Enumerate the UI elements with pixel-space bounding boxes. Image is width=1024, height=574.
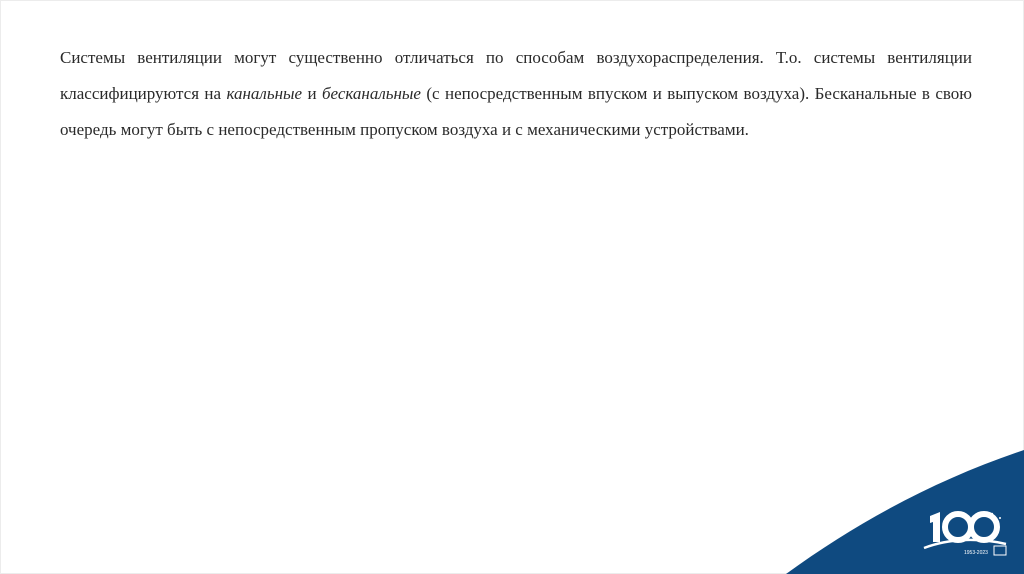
- term-ductless: бесканальные: [321, 84, 421, 103]
- paragraph-text-2: и: [302, 84, 322, 103]
- paragraph-text-3: (с непосредственным впуском и выпуском воздуха). Бесканальные в свою очередь могут быть с непосредственным пропуском воздуха и с механическими устройствами.: [60, 84, 972, 139]
- jubilee-100-logo: [920, 508, 1012, 556]
- paragraph-text-1: Системы вентиляции могут существенно отличаться по способам воздухораспределения. Т.о. системы вентиляции классифицируются на: [60, 48, 972, 103]
- term-ducted: канальные: [226, 84, 303, 103]
- logo-years: 1953-2023: [964, 550, 988, 556]
